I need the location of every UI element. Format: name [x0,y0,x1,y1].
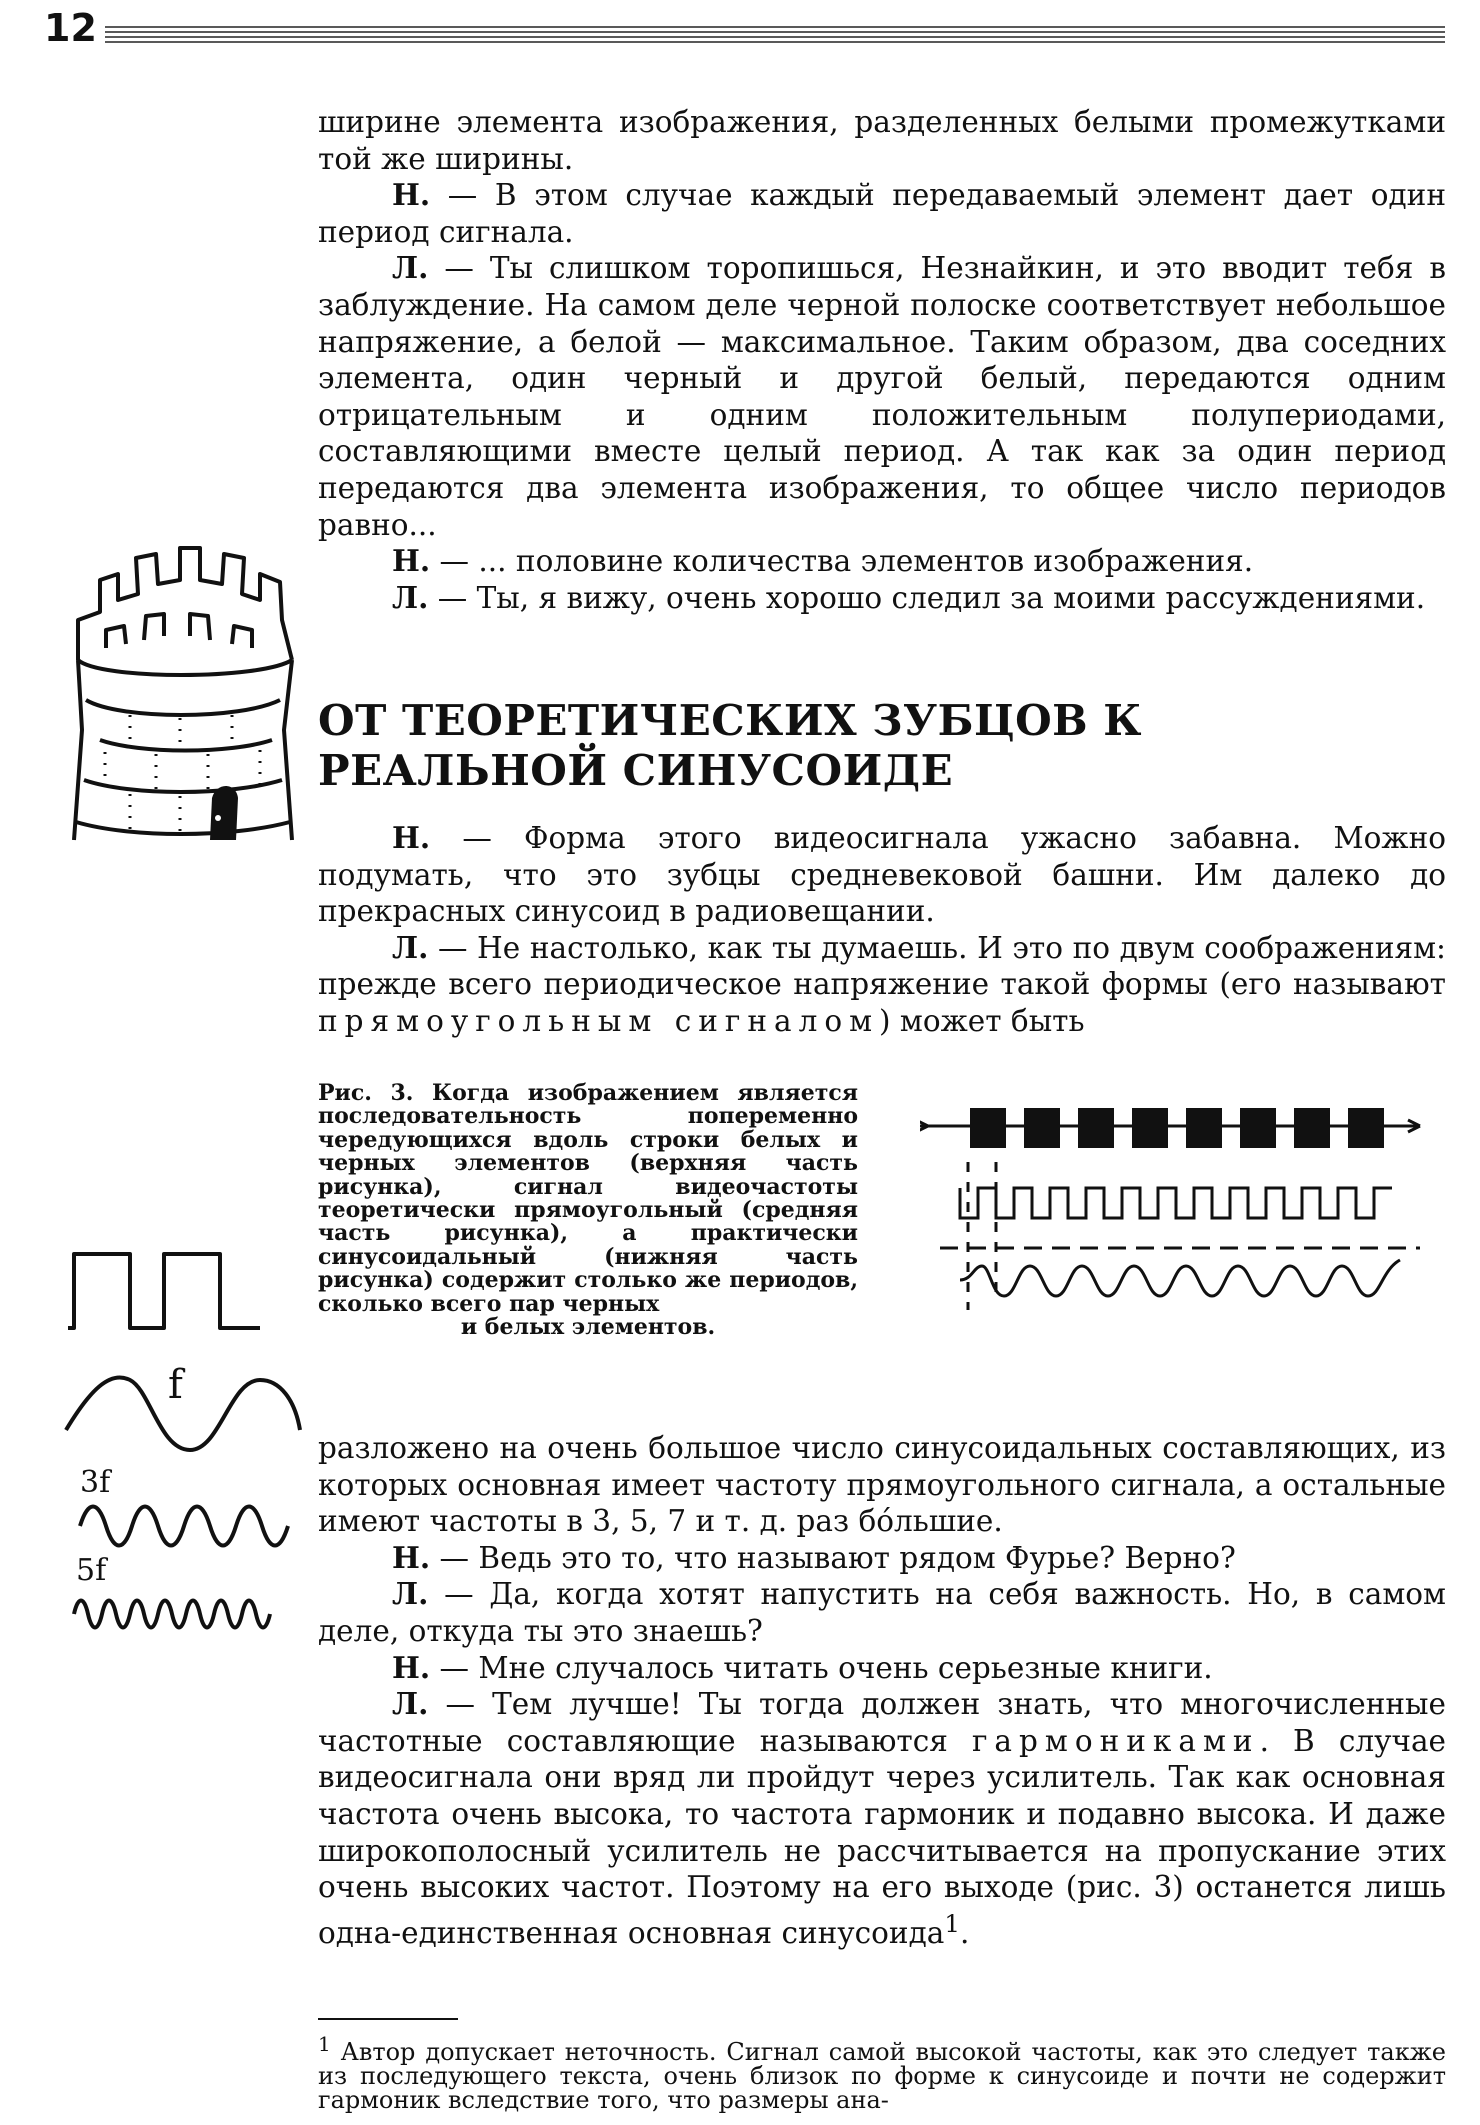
footnote-rule [318,2018,458,2020]
pixel-elements [970,1108,1384,1148]
header-rule [105,24,1445,46]
figure-3-diagram [920,1100,1440,1360]
intro-paragraph-1: Н. — В этом случае каждый передаваемый элемент дает один период сигнала. [318,177,1446,249]
intro-paragraph-2: Л. — Ты слишком торопишься, Незнайкин, и это вводит тебя в заблуждение. На самом деле черной полоске соответствует небольшое напряжение, а белой — максимальное. Таким образом, два соседних элемента, один черный и другой белый, передаются одним отрицательным и одним положительным полупериодами, составляющими вместе целый период. А так как за один период передаются два элемента изображения, то общее число периодов равно... [318,250,1446,542]
tower-illustration [60,540,300,860]
intro-paragraph-3: Н. — ... половине количества элементов изображения. [392,543,1254,579]
continuation-paragraph-4: Н. — Мне случалось читать очень серьезные книги. [392,1649,1213,1685]
footnote-text: Автор допускает неточность. Сигнал самой высокой частоты, как это следует также из последующего текста, очень близок по форме к синусоиде и почти не содержит гармоник вследствие того, что размеры ана- [318,2038,1446,2114]
footnote [318,2032,1446,2112]
harmonic-label-5f: 5f [76,1553,107,1588]
continuation-text [318,1430,1446,1951]
continuation-paragraph-1: разложено на очень большое число синусоидальных составляющих, из которых основная имеет частоту прямоугольного сигнала, а остальные имеют частоты в 3, 5, 7 и т. д. раз бо́льшие. [318,1431,1446,1539]
section-text [318,820,1446,1040]
harmonic-label-3f: 3f [80,1465,111,1500]
figure-caption [318,1082,858,1339]
continuation-paragraph-2: Н. — Ведь это то, что называют рядом Фурье? Верно? [392,1539,1236,1575]
term-rectangular-signal: прямоугольным сигналом [318,1003,880,1038]
harmonics-illustration [60,1230,310,1670]
section-paragraph-1: Н. — Форма этого видеосигнала ужасно забавна. Можно подумать, что это зубцы средневековой башни. Им далеко до прекрасных синусоид в радиовещании. [318,820,1446,929]
intro-text [318,104,1446,616]
footnote-mark: 1 [318,2032,331,2056]
page-number: 12 [44,6,97,50]
third-harmonic-wave [80,1507,288,1546]
section-paragraph-2: Л. — Не настолько, как ты думаешь. И это по двум соображениям: прежде всего периодическое напряжение такой формы (его называют прямоугольным сигналом) может быть [318,929,1446,1038]
figure-caption-end: и белых элементов. [460,1314,716,1341]
square-wave [68,1254,260,1328]
figure-caption-main: Рис. 3. Когда изображением является последовательность попеременно чередующихся вдоль строки белых и черных элементов (верхняя часть рисунка), сигнал видеочастоты теоретически прямоугольный (средняя часть рисунка), а практически синусоидальный (нижняя часть рисунка) содержит столько же периодов, сколько всего пар черных [318,1080,858,1317]
harmonic-label-f: f [168,1362,183,1408]
intro-paragraph-0: ширине элемента изображения, разделенных белыми промежутками той же ширины. [318,105,1446,176]
fundamental-wave [66,1377,300,1450]
continuation-paragraph-5: Л. — Тем лучше! Ты тогда должен знать, что многочисленные частотные составляющие называются гармониками. В случае видеосигнала они вряд ли пройдут через усилитель. Так как основная частота очень высока, то частота гармоник и подавно высока. И даже широкополосный усилитель не рассчитывается на пропускание этих очень высоких частот. Поэтому на его выходе (рис. 3) останется лишь одна-единственная основная синусоида$^1$. [318,1686,1446,1950]
intro-paragraph-4: Л. — Ты, я вижу, очень хорошо следил за моими рассуждениями. [392,579,1426,615]
fifth-harmonic-wave [74,1601,270,1628]
section-heading: ОТ ТЕОРЕТИЧЕСКИХ ЗУБЦОВ К РЕАЛЬНОЙ СИНУСОИДЕ [318,696,1142,795]
footnote-ref: 1 [944,1908,960,1938]
continuation-paragraph-3: Л. — Да, когда хотят напустить на себя важность. Но, в самом деле, откуда ты это знаешь? [318,1576,1446,1648]
term-harmonics: гармониками [971,1723,1260,1758]
